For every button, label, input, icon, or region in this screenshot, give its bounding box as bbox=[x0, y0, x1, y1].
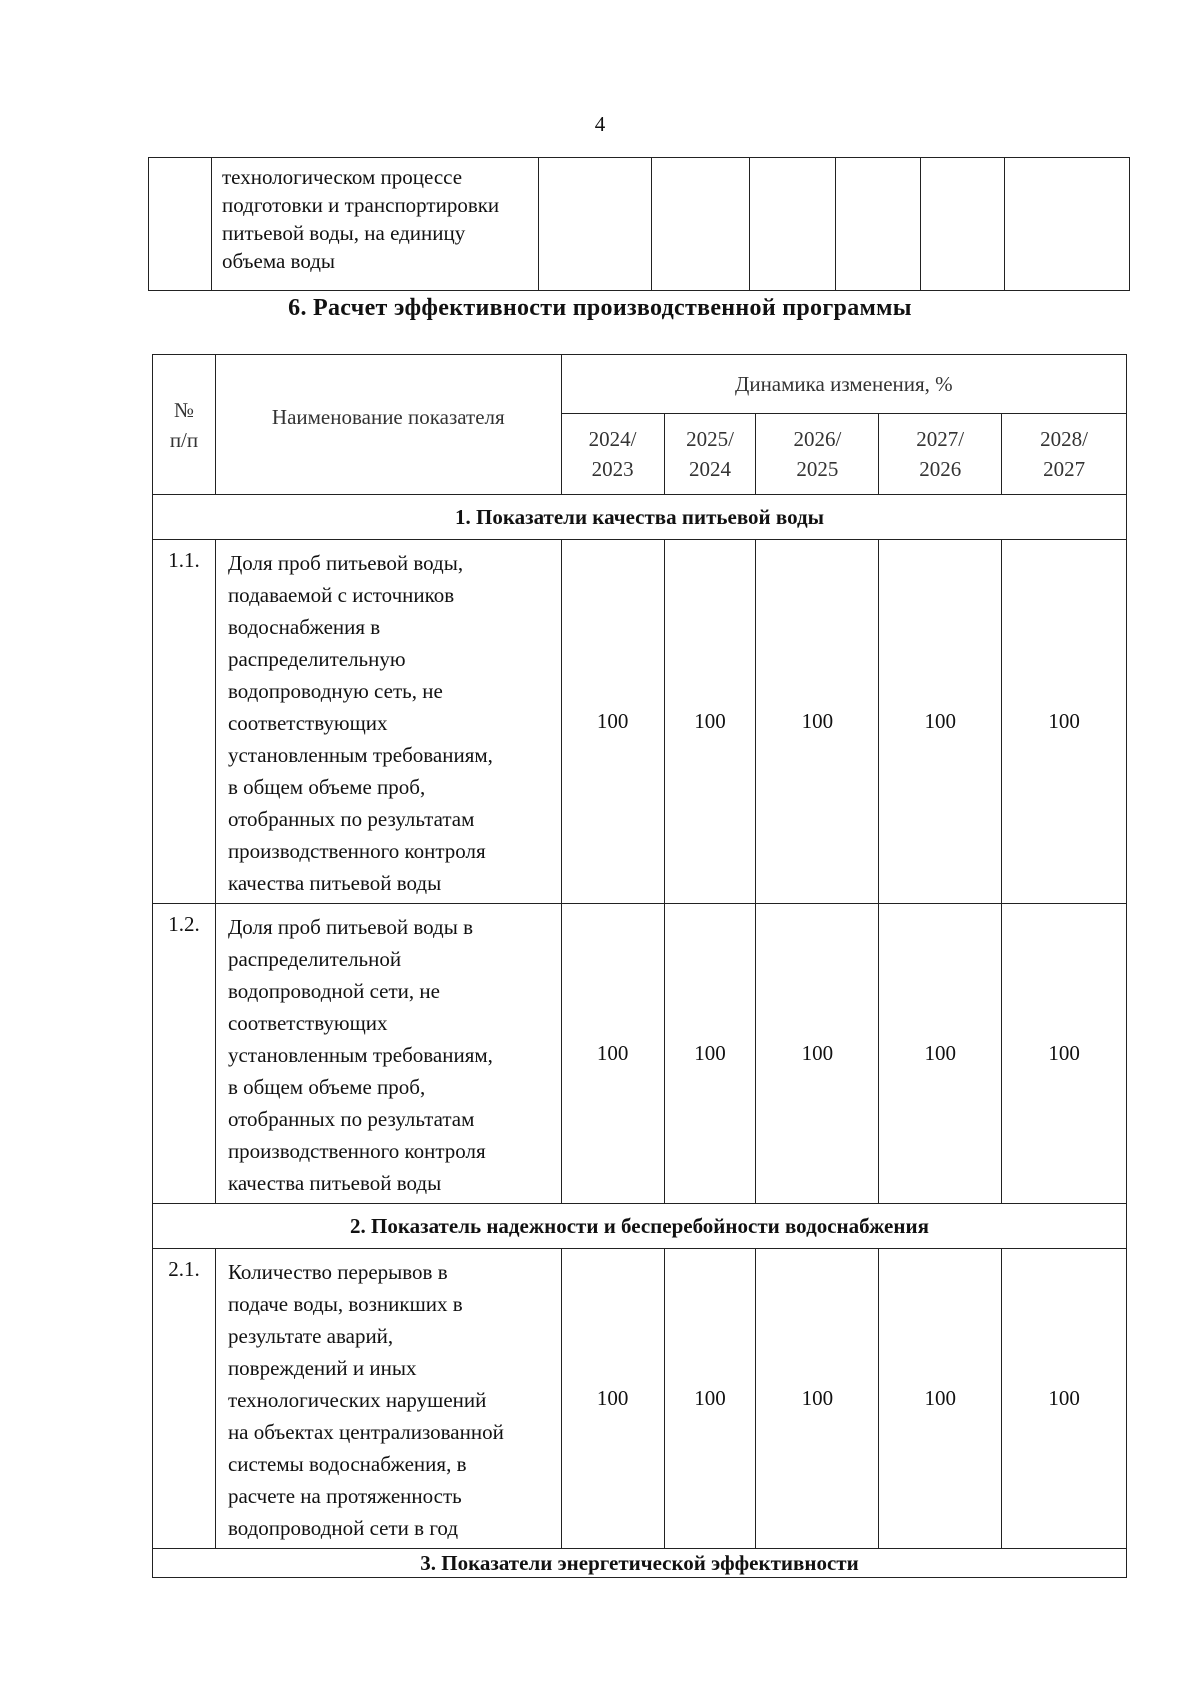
row-value: 100 bbox=[561, 540, 664, 904]
row-value: 100 bbox=[879, 904, 1002, 1204]
text-line: подготовки и транспортировки bbox=[222, 193, 500, 217]
table-cell bbox=[836, 158, 921, 291]
header-year: 2026/ 2025 bbox=[756, 414, 879, 495]
header-dynamics: Динамика изменения, % bbox=[561, 355, 1126, 414]
table-cell bbox=[1005, 158, 1130, 291]
table-cell bbox=[652, 158, 750, 291]
row-value: 100 bbox=[756, 904, 879, 1204]
header-year: 2028/ 2027 bbox=[1002, 414, 1127, 495]
table-header-row bbox=[153, 355, 1127, 414]
table-row bbox=[153, 540, 1127, 904]
text-line: объема воды bbox=[222, 249, 336, 273]
row-name: Доля проб питьевой воды в распределительной водопроводной сети, не соответствующих установленным требованиям, в общем объеме проб, отобранных по результатам производственного контроля качества питьевой воды bbox=[215, 904, 561, 1204]
table-cell bbox=[921, 158, 1005, 291]
header-name: Наименование показателя bbox=[215, 355, 561, 495]
group-row bbox=[153, 1549, 1127, 1578]
row-value: 100 bbox=[1002, 540, 1127, 904]
row-value: 100 bbox=[879, 540, 1002, 904]
table-cell bbox=[212, 158, 539, 291]
table-cell bbox=[539, 158, 652, 291]
row-value: 100 bbox=[664, 904, 756, 1204]
table-row bbox=[153, 1249, 1127, 1549]
row-value: 100 bbox=[664, 1249, 756, 1549]
row-number: 2.1. bbox=[153, 1249, 216, 1549]
header-year: 2027/ 2026 bbox=[879, 414, 1002, 495]
row-value: 100 bbox=[756, 540, 879, 904]
row-value: 100 bbox=[1002, 1249, 1127, 1549]
row-value: 100 bbox=[879, 1249, 1002, 1549]
group-title: 3. Показатели энергетической эффективности bbox=[153, 1549, 1127, 1578]
row-value: 100 bbox=[561, 904, 664, 1204]
row-name: Доля проб питьевой воды, подаваемой с источников водоснабжения в распределительную водопроводную сеть, не соответствующих установленным требованиям, в общем объеме проб, отобранных по результатам производственного контроля качества питьевой воды bbox=[215, 540, 561, 904]
text-line: питьевой воды, на единицу bbox=[222, 221, 466, 245]
row-number: 1.2. bbox=[153, 904, 216, 1204]
text-line: технологическом процессе bbox=[222, 165, 463, 189]
page-number: 4 bbox=[594, 112, 606, 136]
row-number: 1.1. bbox=[153, 540, 216, 904]
row-value: 100 bbox=[561, 1249, 664, 1549]
table-cell bbox=[149, 158, 212, 291]
row-value: 100 bbox=[1002, 904, 1127, 1204]
row-name: Количество перерывов в подаче воды, возникших в результате аварий, повреждений и иных технологических нарушений на объектах централизованной системы водоснабжения, в расчете на протяженность водопроводной сети в год bbox=[215, 1249, 561, 1549]
header-year: 2025/ 2024 bbox=[664, 414, 756, 495]
group-row bbox=[153, 495, 1127, 540]
table-cell bbox=[750, 158, 836, 291]
section-heading: 6. Расчет эффективности производственной программы bbox=[288, 295, 912, 321]
group-row bbox=[153, 1204, 1127, 1249]
group-title: 2. Показатель надежности и бесперебойности водоснабжения bbox=[153, 1204, 1127, 1249]
header-year: 2024/ 2023 bbox=[561, 414, 664, 495]
group-title: 1. Показатели качества питьевой воды bbox=[153, 495, 1127, 540]
continuation-table bbox=[148, 157, 1130, 291]
continuation-text bbox=[212, 158, 538, 275]
row-value: 100 bbox=[664, 540, 756, 904]
efficiency-table bbox=[152, 354, 1127, 1578]
header-number: № п/п bbox=[153, 355, 216, 495]
table-row bbox=[153, 904, 1127, 1204]
row-value: 100 bbox=[756, 1249, 879, 1549]
table-row bbox=[149, 158, 1130, 291]
